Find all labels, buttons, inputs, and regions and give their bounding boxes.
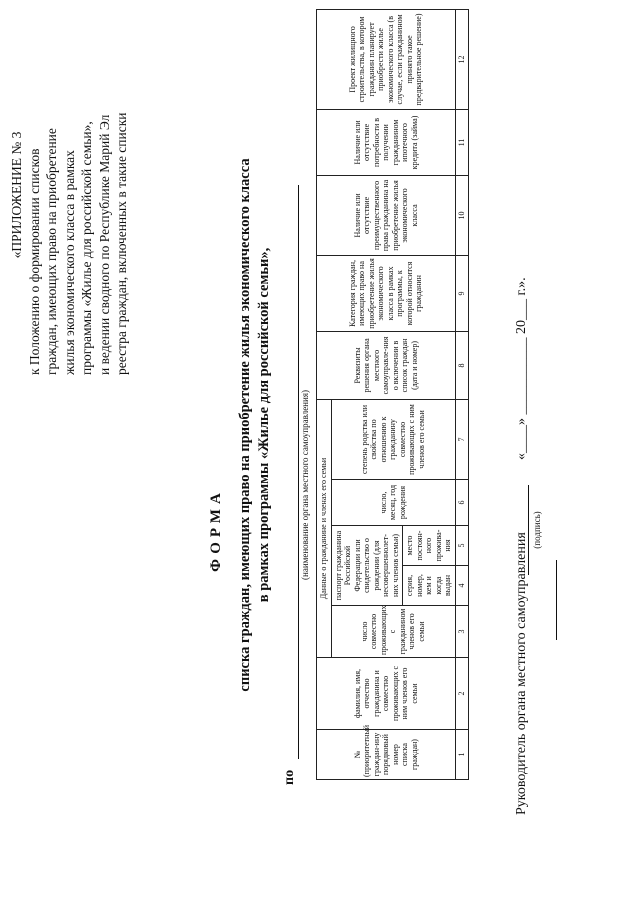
column-number: 4: [455, 566, 468, 606]
header-cell: паспорт гражданина Российской Федерации или свидетельство о рождении (для несовершеннолет-них членов семьи): [331, 526, 403, 606]
appendix-line: программы «Жилье для российской семьи»,: [79, 121, 94, 375]
column-number-row: [455, 9, 468, 779]
column-number: 7: [455, 399, 468, 479]
authority-caption: (наименование органа местного самоуправления): [300, 390, 310, 580]
date-field: «____» ___________ 20___ г.».: [514, 277, 529, 460]
authority-underline: [298, 185, 299, 759]
header-cell: Наличие или отсутствие преимущественного права гражданина на приобретение жилья экономического класса: [317, 175, 456, 255]
bottom-rule: [556, 560, 557, 640]
column-number: 11: [455, 109, 468, 175]
column-number: 9: [455, 255, 468, 331]
citizens-list-table: [316, 9, 469, 780]
authority-label: по: [282, 769, 297, 785]
appendix-line: к Положению о формировании списков: [26, 148, 42, 375]
column-number: 5: [455, 526, 468, 566]
header-cell: степень родства или свойства по отношению к гражданину совместно проживающих с ним членов его семьи: [331, 399, 455, 479]
group-header-cell: Данные о гражданине и членах его семьи: [317, 399, 332, 657]
form-title: ФОРМА: [208, 488, 224, 572]
authority-field: [282, 185, 300, 785]
header-cell: фамилия, имя, отчество гражданина и совместно проживающих с ним членов его семьи: [317, 658, 456, 730]
column-number: 6: [455, 480, 468, 526]
header-cell: Категория граждан, имеющих право на приобретение жилья экономического класса в рамках программы, к которой относится гражданин: [317, 255, 456, 331]
column-number: 1: [455, 730, 468, 780]
form-subtitle: [236, 25, 274, 825]
header-cell: число, месяц, год рождения: [331, 480, 455, 526]
column-number: 3: [455, 606, 468, 658]
header-cell: Наличие или отсутствие потребности в получении гражданином ипотечного кредита (займа): [317, 109, 456, 175]
column-number: 2: [455, 658, 468, 730]
header-cell: № (приоритетный граждан-ину порядковый номер списка граждан): [317, 730, 456, 780]
header-cell: Проект жилищного строительства, в котором гражданин планирует приобрести жилье экономического класса (в случае, если гражданином принято такое предварительное решение): [317, 9, 456, 109]
signature-caption: (подпись): [532, 511, 542, 549]
appendix-line: реестра граждан, включенных в такие списки: [114, 112, 129, 375]
appendix-block: [8, 15, 131, 375]
subtitle-line: в рамках программы «Жилье для российской семьи»,: [256, 247, 272, 603]
signer-label: Руководитель органа местного самоуправления: [514, 532, 529, 815]
column-number: 10: [455, 175, 468, 255]
column-number: 12: [455, 9, 468, 109]
appendix-line: жилья экономического класса в рамках: [61, 150, 77, 375]
subtitle-line: списка граждан, имеющих право на приобретение жилья экономического класса: [237, 158, 253, 692]
header-cell: Реквизиты решения органа местного самоуправле-ния о включении в список граждан (дата и номер): [317, 331, 456, 399]
signature-line: [528, 485, 529, 575]
table-header-row: [317, 9, 332, 779]
header-cell: место постоян-ного прожива-ния: [403, 526, 456, 566]
appendix-title: «ПРИЛОЖЕНИЕ № 3: [9, 131, 24, 259]
header-cell: число совместно проживающих с гражданином членов его семьи: [331, 606, 455, 658]
appendix-line: и ведении сводного по Республике Марий Эл: [96, 114, 112, 375]
appendix-line: граждан, имеющих право на приобретение: [44, 128, 59, 375]
header-cell: серия, номер, кем и когда выдан: [403, 566, 456, 606]
column-number: 8: [455, 331, 468, 399]
